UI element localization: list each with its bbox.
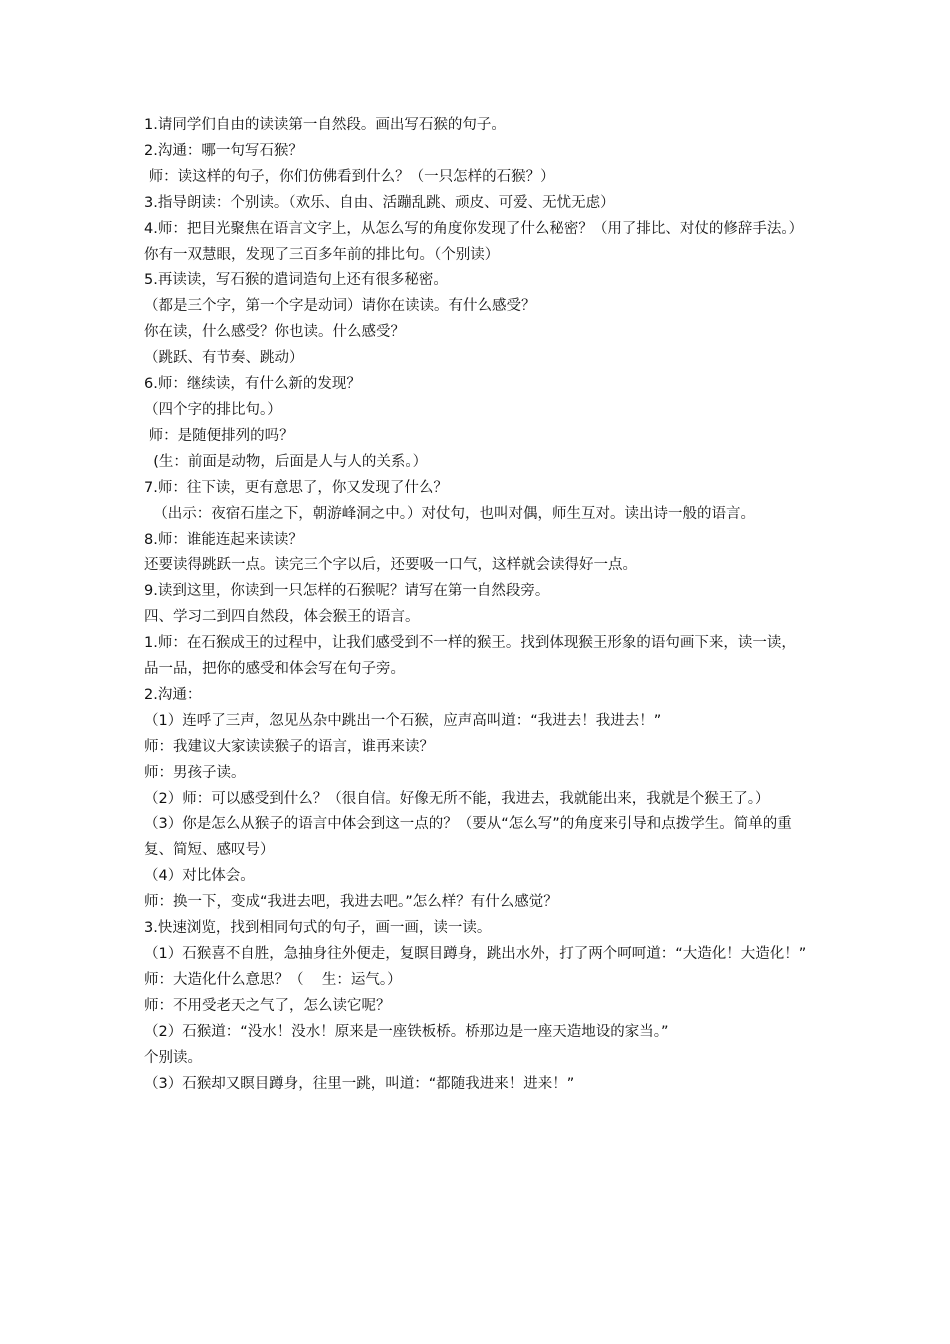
- paragraph-32: 师：大造化什么意思？（ 生：运气。）: [144, 971, 402, 988]
- paragraph-9: 你在读，什么感受？你也读。什么感受？: [144, 324, 405, 341]
- paragraph-25: 师：男孩子读。: [144, 764, 246, 781]
- paragraph-27: （3）你是怎么从猴子的语言中体会到这一点的？（要从“怎么写”的角度来引导和点拨学生。简单的重复、简短、感叹号）: [144, 816, 792, 859]
- paragraph-14: (生：前面是动物，后面是人与人的关系。）: [144, 453, 428, 470]
- paragraph-15: 7.师：往下读，更有意思了，你又发现了什么？: [144, 479, 448, 496]
- paragraph-30: 3.快速浏览，找到相同句式的句子，画一画，读一读。: [144, 920, 492, 937]
- paragraph-12: （四个字的排比句。）: [144, 401, 282, 418]
- paragraph-23: （1）连呼了三声，忽见丛杂中跳出一个石猴，应声高叫道：“我进去！我进去！”: [144, 712, 662, 729]
- paragraph-26: （2）师：可以感受到什么？（很自信。好像无所不能，我进去，我就能出来，我就是个猴王了。）: [144, 790, 770, 807]
- paragraph-13: 师：是随便排列的吗？: [144, 427, 294, 444]
- paragraph-18: 还要读得跳跃一点。读完三个字以后，还要吸一口气，这样就会读得好一点。: [144, 557, 637, 574]
- paragraph-8: （都是三个字，第一个字是动词）请你在读读。有什么感受？: [144, 298, 536, 315]
- paragraph-24: 师：我建议大家读读猴子的语言，谁再来读？: [144, 738, 434, 755]
- paragraph-4: 3.指导朗读：个别读。（欢乐、自由、活蹦乱跳、顽皮、可爱、无忧无虑）: [144, 194, 615, 211]
- paragraph-7: 5.再读读，写石猴的遣词造句上还有很多秘密。: [144, 272, 448, 289]
- section-heading: 四、学习二到四自然段，体会猴王的语言。: [144, 609, 420, 626]
- paragraph-28: （4）对比体会。: [144, 868, 255, 885]
- paragraph-34: （2）石猴道：“没水！没水！原来是一座铁板桥。桥那边是一座天造地设的家当。”: [144, 1023, 669, 1040]
- paragraph-19: 9.读到这里，你读到一只怎样的石猴呢？请写在第一自然段旁。: [144, 583, 550, 600]
- paragraph-5: 4.师：把目光聚焦在语言文字上，从怎么写的角度你发现了什么秘密？（用了排比、对仗的修辞手法。）: [144, 220, 804, 237]
- paragraph-3: 师：读这样的句子，你们仿佛看到什么？（一只怎样的石猴？）: [144, 168, 555, 185]
- paragraph-1: 1.请同学们自由的读读第一自然段。画出写石猴的句子。: [144, 117, 506, 133]
- paragraph-33: 师：不用受老天之气了，怎么读它呢？: [144, 997, 391, 1014]
- paragraph-17: 8.师：谁能连起来读读？: [144, 531, 303, 548]
- paragraph-16: （出示：夜宿石崖之下，朝游峰洞之中。）对仗句，也叫对偶，师生互对。读出诗一般的语言。: [144, 505, 755, 522]
- paragraph-35: 个别读。: [144, 1049, 202, 1066]
- paragraph-2: 2.沟通：哪一句写石猴？: [144, 142, 303, 159]
- paragraph-21: 1.师：在石猴成王的过程中，让我们感受到不一样的猴王。找到体现猴王形象的语句画下来，读一读，品一品，把你的感受和体会写在句子旁。: [144, 635, 796, 678]
- document-body: [144, 113, 808, 1097]
- paragraph-36: （3）石猴却又瞑目蹲身，往里一跳，叫道：“都随我进来！进来！”: [144, 1075, 575, 1092]
- paragraph-31: （1）石猴喜不自胜，急抽身往外便走，复瞑目蹲身，跳出水外，打了两个呵呵道：“大造化！大造化！”: [144, 946, 807, 962]
- paragraph-11: 6.师：继续读，有什么新的发现？: [144, 376, 361, 393]
- paragraph-29: 师：换一下，变成“我进去吧，我进去吧。”怎么样？有什么感觉？: [144, 894, 558, 911]
- paragraph-10: （跳跃、有节奏、跳动）: [144, 350, 304, 367]
- paragraph-6: 你有一双慧眼，发现了三百多年前的排比句。（个别读）: [144, 246, 500, 263]
- paragraph-22: 2.沟通：: [144, 686, 202, 703]
